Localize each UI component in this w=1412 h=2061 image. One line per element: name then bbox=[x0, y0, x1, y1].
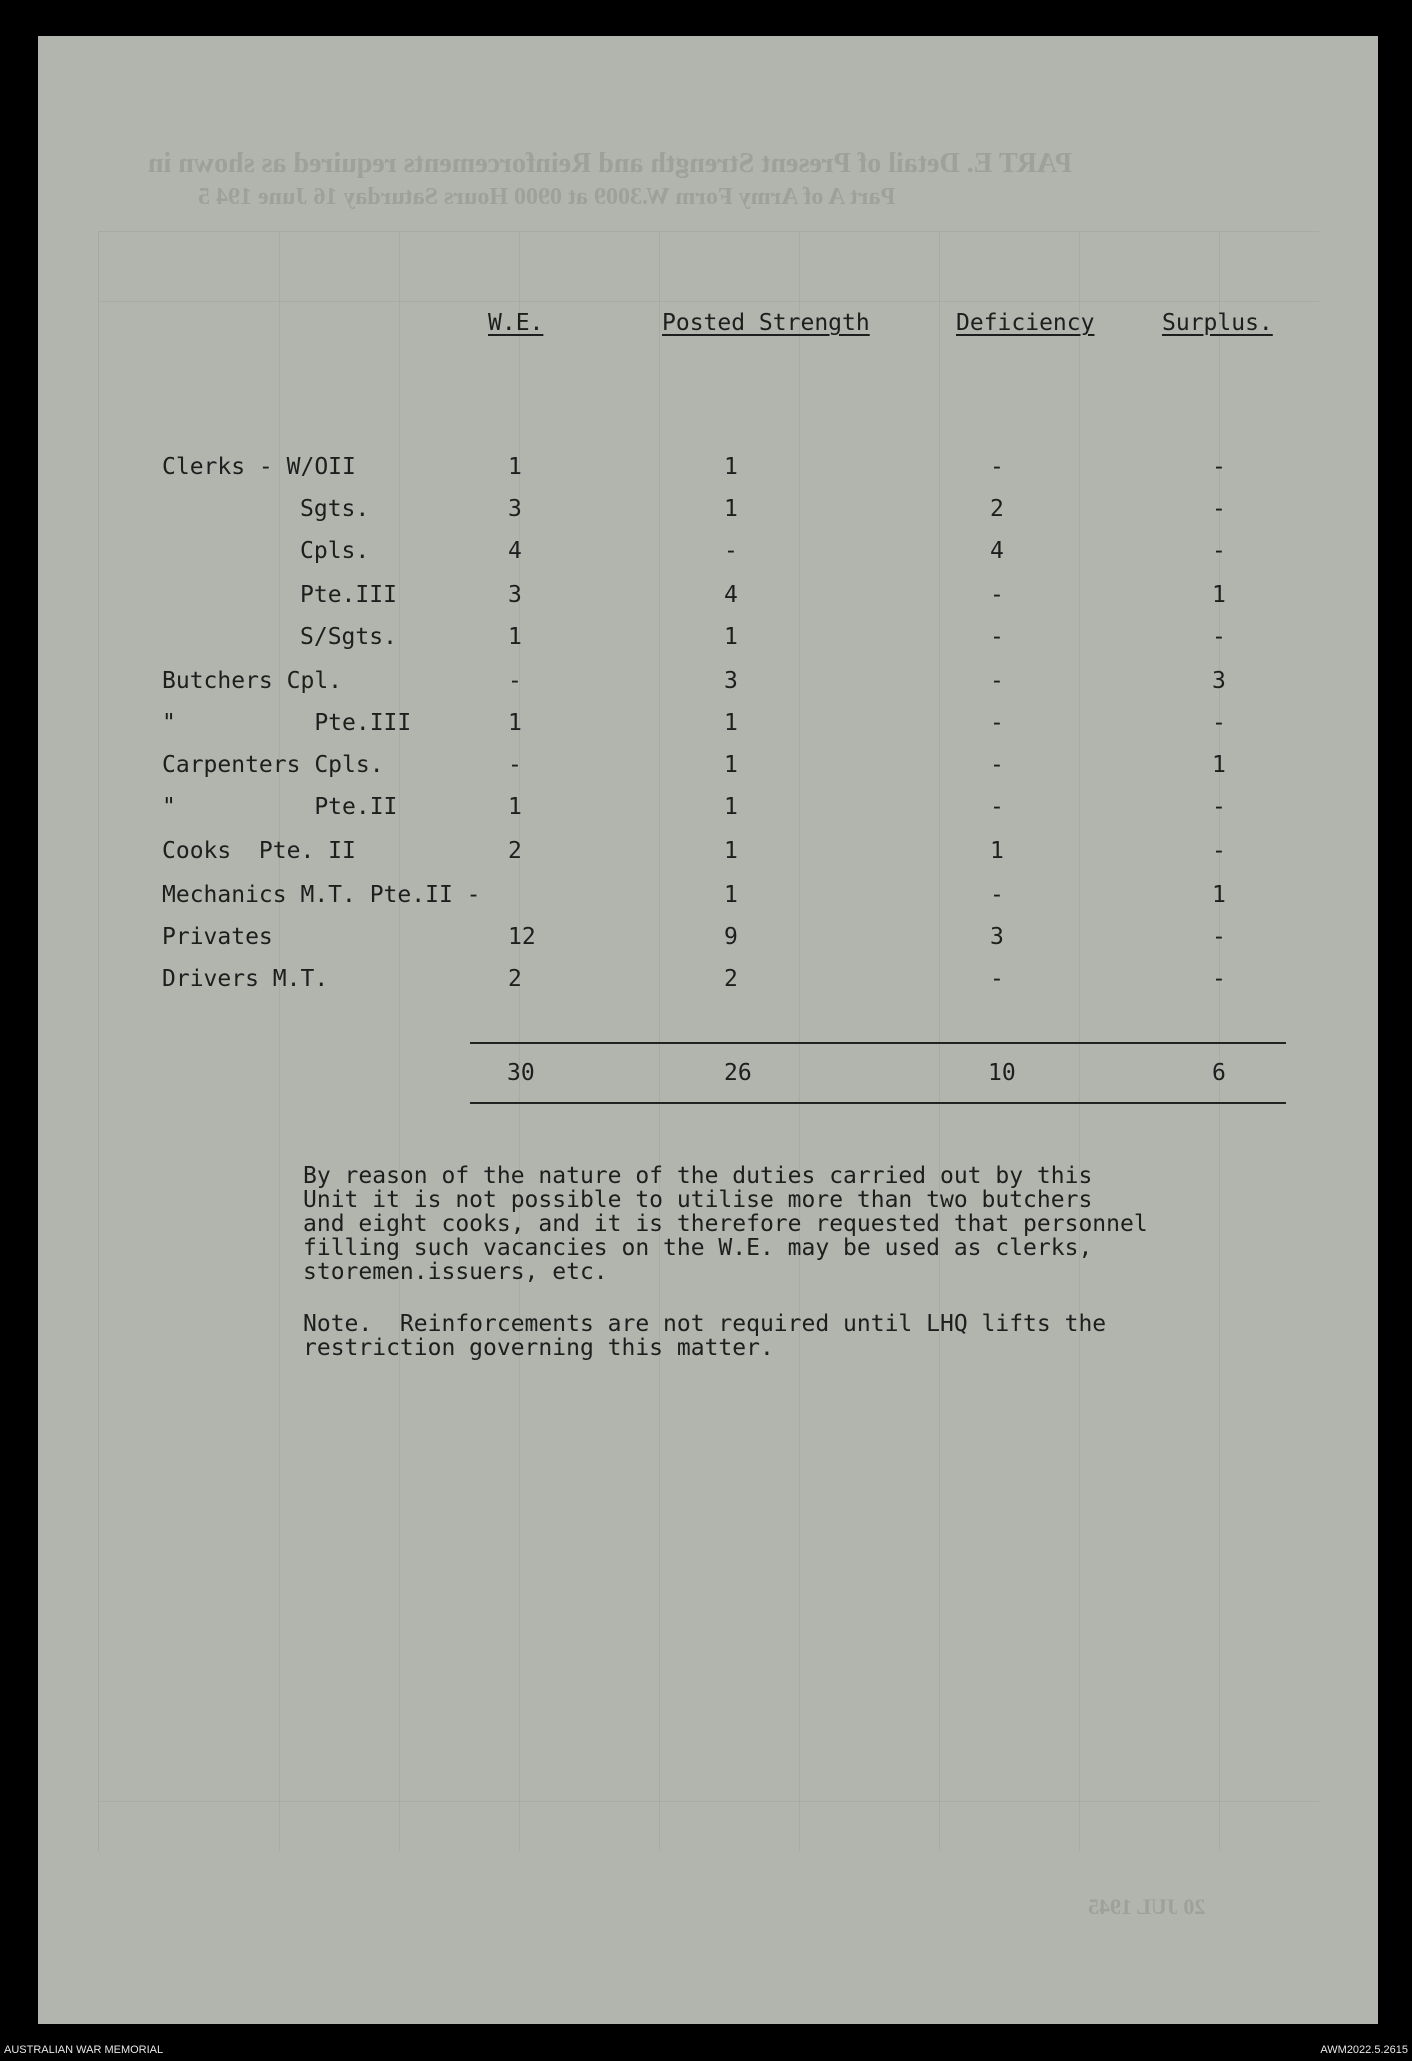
cell-posted: 1 bbox=[724, 794, 738, 820]
bleed-through-subtitle: Part A of Army Form W.3009 at 0900 Hours Saturday 16 June 194 5 bbox=[198, 184, 896, 210]
cell-sur: 3 bbox=[1212, 668, 1226, 694]
cell-posted: 2 bbox=[724, 966, 738, 992]
cell-sur: - bbox=[1212, 710, 1226, 736]
cell-posted: 1 bbox=[724, 752, 738, 778]
total-we: 30 bbox=[507, 1060, 535, 1086]
document-page bbox=[38, 36, 1378, 2024]
cell-we: 2 bbox=[508, 838, 522, 864]
cell-we: 4 bbox=[508, 538, 522, 564]
row-label: Pte.III bbox=[300, 582, 397, 608]
cell-sur: 1 bbox=[1212, 582, 1226, 608]
cell-sur: - bbox=[1212, 924, 1226, 950]
cell-sur: 1 bbox=[1212, 752, 1226, 778]
total-posted: 26 bbox=[724, 1060, 752, 1086]
row-label: Mechanics M.T. Pte.II - bbox=[162, 882, 481, 908]
cell-we: 12 bbox=[508, 924, 536, 950]
cell-posted: 1 bbox=[724, 496, 738, 522]
cell-posted: 4 bbox=[724, 582, 738, 608]
row-label: " Pte.III bbox=[162, 710, 412, 736]
cell-def: - bbox=[990, 882, 1004, 908]
cell-def: - bbox=[990, 794, 1004, 820]
cell-def: 2 bbox=[990, 496, 1004, 522]
row-label: Clerks - W/OII bbox=[162, 454, 356, 480]
totals-top-rule bbox=[470, 1042, 1286, 1044]
cell-posted: 3 bbox=[724, 668, 738, 694]
cell-posted: 9 bbox=[724, 924, 738, 950]
cell-sur: - bbox=[1212, 624, 1226, 650]
cell-def: - bbox=[990, 668, 1004, 694]
row-label: Drivers M.T. bbox=[162, 966, 329, 992]
cell-def: - bbox=[990, 454, 1004, 480]
cell-we: 3 bbox=[508, 496, 522, 522]
row-label: Butchers Cpl. bbox=[162, 668, 343, 694]
cell-def: 3 bbox=[990, 924, 1004, 950]
cell-posted: 1 bbox=[724, 624, 738, 650]
cell-posted: 1 bbox=[724, 710, 738, 736]
cell-sur: - bbox=[1212, 794, 1226, 820]
cell-we: 1 bbox=[508, 624, 522, 650]
cell-def: - bbox=[990, 710, 1004, 736]
cell-we: 1 bbox=[508, 710, 522, 736]
cell-we: 2 bbox=[508, 966, 522, 992]
cell-we: - bbox=[508, 668, 522, 694]
cell-sur: - bbox=[1212, 838, 1226, 864]
cell-def: 1 bbox=[990, 838, 1004, 864]
cell-we: 3 bbox=[508, 582, 522, 608]
explanation-paragraph: By reason of the nature of the duties carried out by this Unit it is not possible to utilise more than two butchers and eight cooks, and it is therefore requested that personnel filling such vacancies on the W.E. may be used as clerks, storemen.issuers, etc. bbox=[303, 1163, 1148, 1285]
row-label: Cpls. bbox=[300, 538, 370, 564]
header-we: W.E. bbox=[488, 310, 544, 336]
cell-sur: - bbox=[1212, 496, 1226, 522]
cell-posted: 1 bbox=[724, 882, 738, 908]
cell-posted: - bbox=[724, 538, 738, 564]
bleed-through-title: PART E. Detail of Present Strength and Reinforcements required as shown in bbox=[148, 148, 1073, 179]
cell-def: 4 bbox=[990, 538, 1004, 564]
cell-posted: 1 bbox=[724, 454, 738, 480]
row-label: Cooks Pte. II bbox=[162, 838, 356, 864]
footer-accession-number: AWM2022.5.2615 bbox=[1320, 2044, 1408, 2056]
total-surplus: 6 bbox=[1212, 1060, 1226, 1086]
cell-sur: - bbox=[1212, 966, 1226, 992]
cell-sur: - bbox=[1212, 454, 1226, 480]
cell-def: - bbox=[990, 624, 1004, 650]
cell-def: - bbox=[990, 582, 1004, 608]
cell-we: 1 bbox=[508, 454, 522, 480]
row-label: S/Sgts. bbox=[300, 624, 397, 650]
header-surplus: Surplus. bbox=[1162, 310, 1273, 336]
bleed-through-stamp: 20 JUL 1945 bbox=[1088, 1894, 1206, 1919]
cell-we: - bbox=[508, 752, 522, 778]
row-label: " Pte.II bbox=[162, 794, 398, 820]
row-label: Carpenters Cpls. bbox=[162, 752, 384, 778]
total-deficiency: 10 bbox=[988, 1060, 1016, 1086]
cell-def: - bbox=[990, 966, 1004, 992]
note-paragraph: Note. Reinforcements are not required until LHQ lifts the restriction governing this matter. bbox=[303, 1311, 1107, 1361]
cell-posted: 1 bbox=[724, 838, 738, 864]
cell-sur: 1 bbox=[1212, 882, 1226, 908]
totals-bottom-rule bbox=[470, 1102, 1286, 1104]
row-label: Sgts. bbox=[300, 496, 370, 522]
cell-def: - bbox=[990, 752, 1004, 778]
cell-we: 1 bbox=[508, 794, 522, 820]
footer-credit: AUSTRALIAN WAR MEMORIAL bbox=[4, 2044, 164, 2056]
cell-sur: - bbox=[1212, 538, 1226, 564]
row-label: Privates bbox=[162, 924, 273, 950]
header-posted-strength: Posted Strength bbox=[662, 310, 870, 336]
header-deficiency: Deficiency bbox=[956, 310, 1095, 336]
